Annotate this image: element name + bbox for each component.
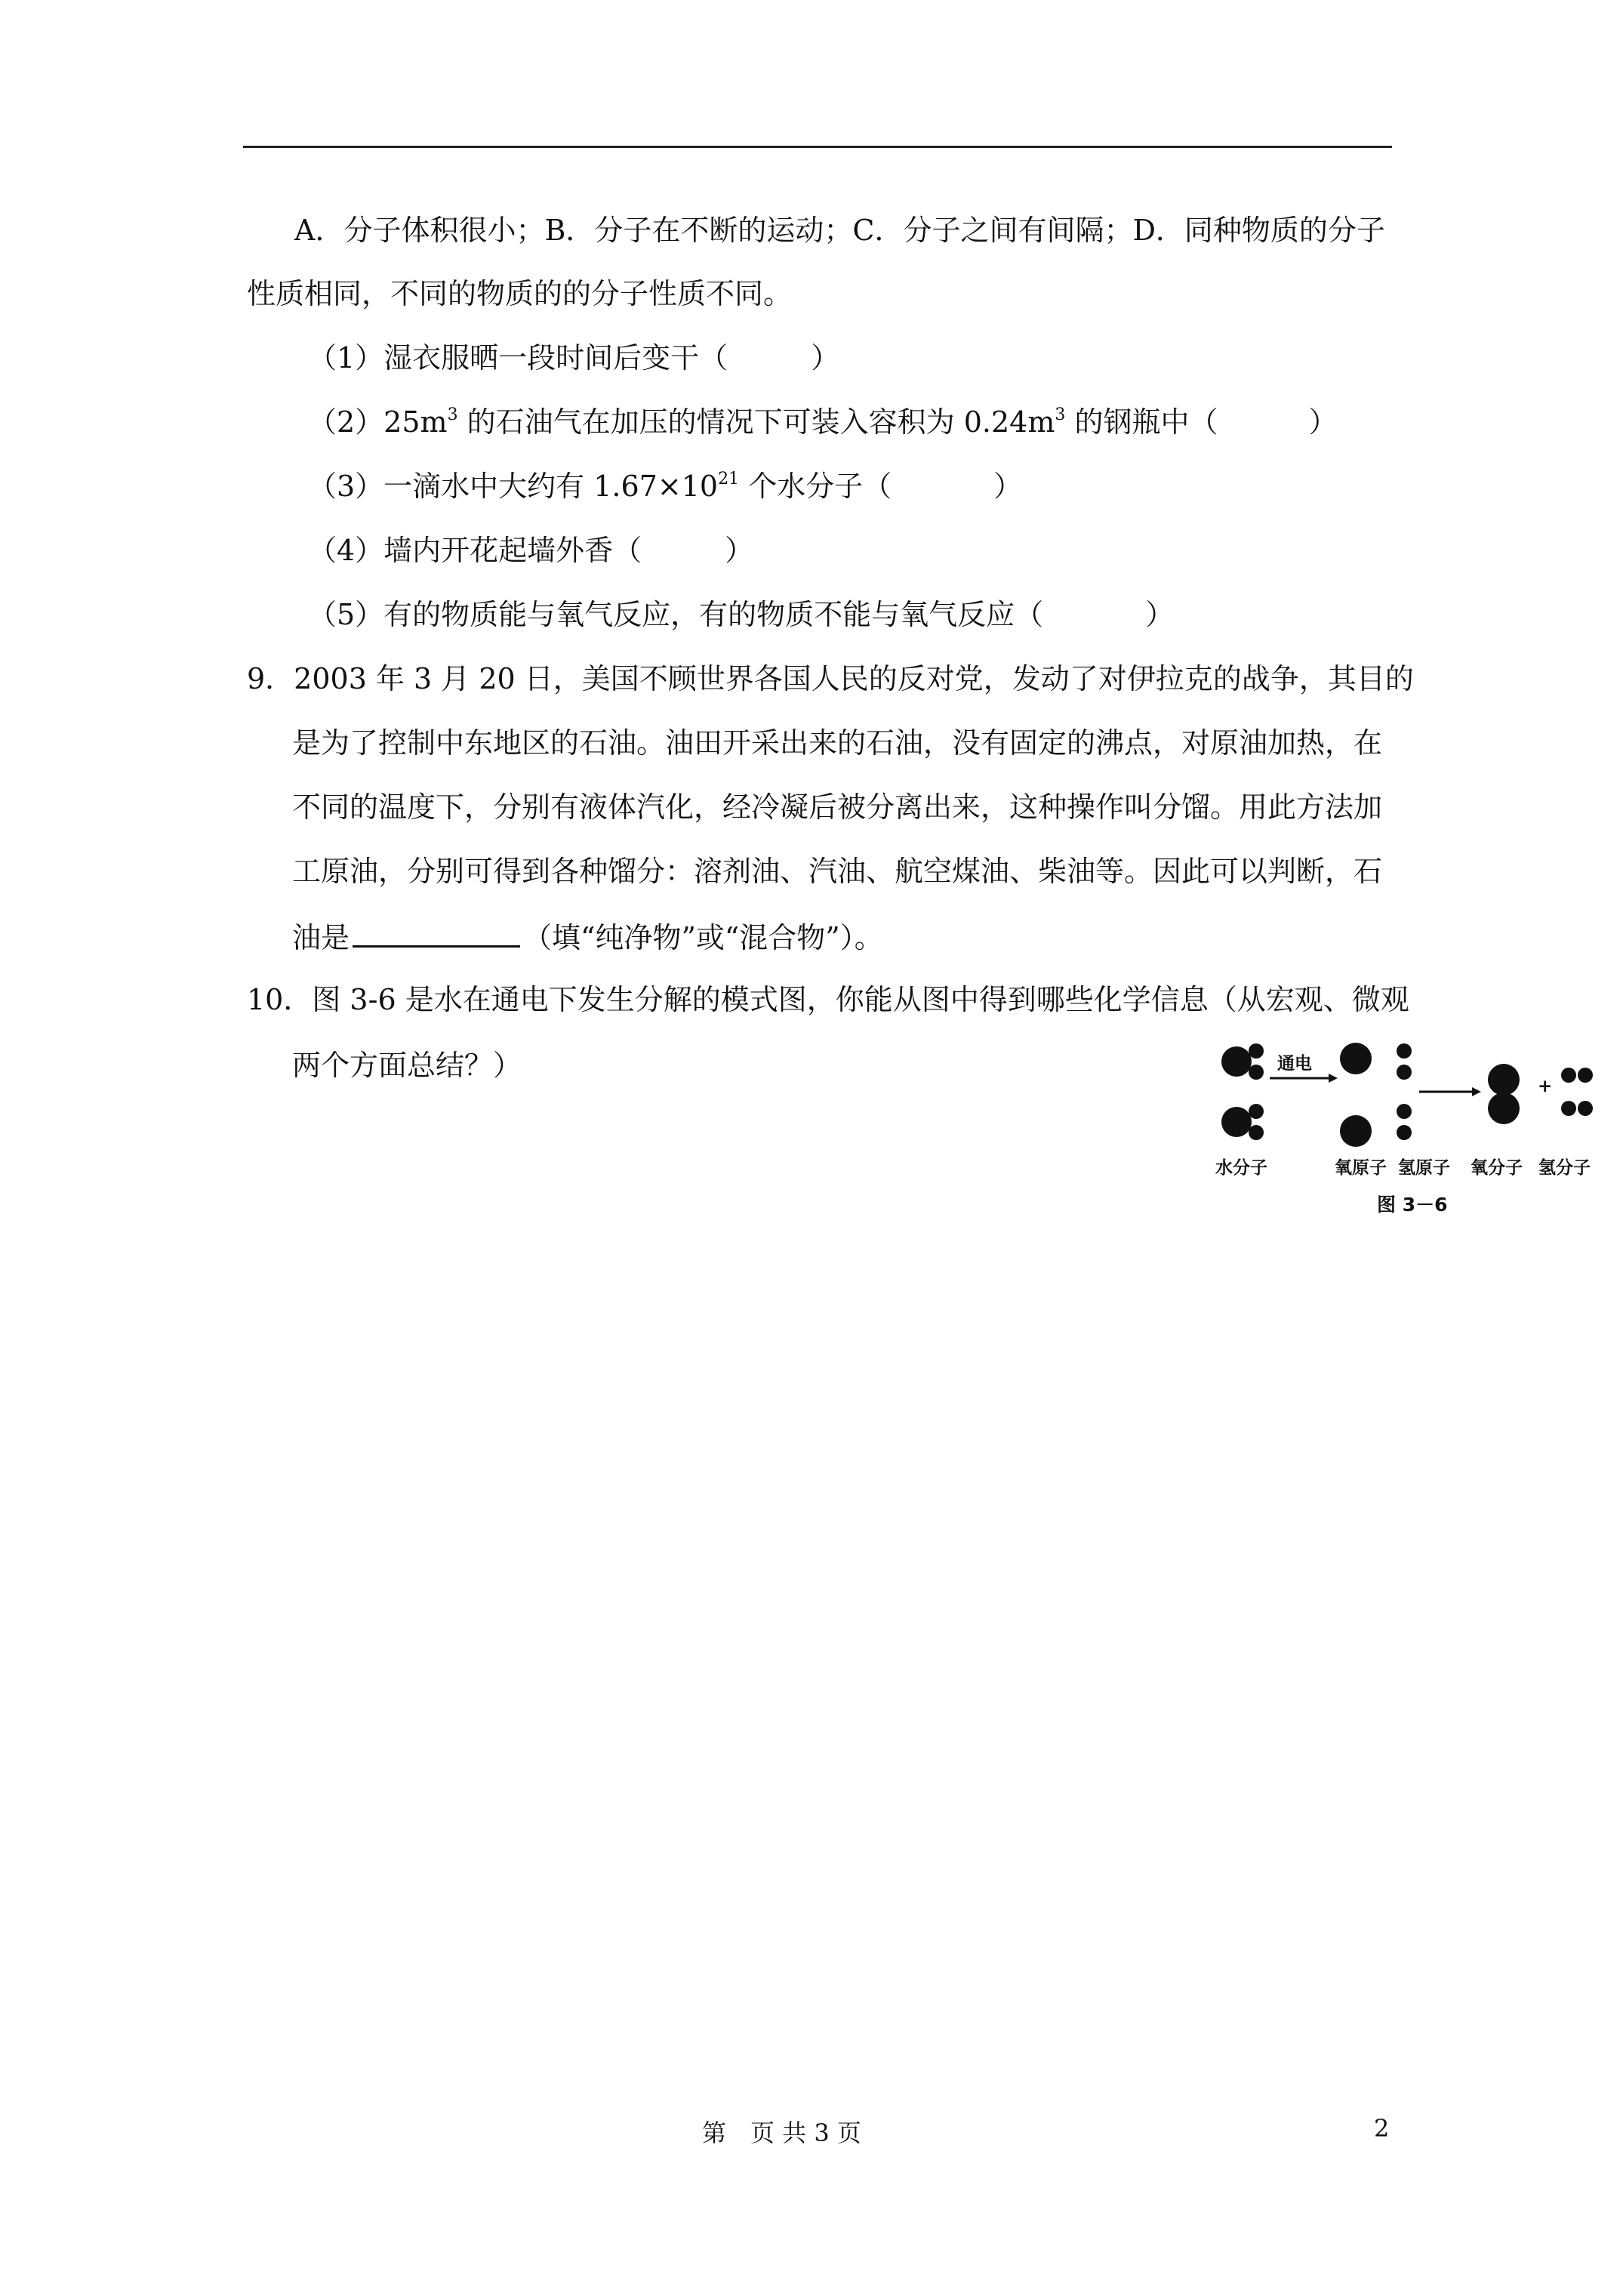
- header-rule: [243, 146, 1392, 148]
- footer-page-text: 第 页 共 3 页: [702, 2119, 861, 2147]
- item-5: [308, 600, 1174, 629]
- item-3-text: （3）一滴水中大约有 1.67×10: [308, 470, 719, 503]
- reaction-arrow: [1419, 1087, 1481, 1096]
- q9-line-5-pre: 油是: [292, 921, 350, 954]
- item-2: [308, 405, 1338, 439]
- q9-line-4: 工原油，分别可得到各种馏分：溶剂油、汽油、航空煤油、柴油等。因此可以判断，石: [292, 855, 1383, 888]
- item-2-sup-b: 3: [1055, 405, 1066, 425]
- water-molecule-top: [1221, 1043, 1264, 1080]
- item-4-text: （4）墙内开花起墙外香（: [308, 534, 642, 567]
- hydrogen-atoms: [1397, 1043, 1412, 1140]
- label-hydrogen-molecule: 氢分子: [1538, 1158, 1591, 1178]
- item-3-text-b: 个水分子（: [739, 470, 892, 503]
- electrolysis-arrow: [1270, 1074, 1338, 1083]
- q9-line-2: 是为了控制中东地区的石油。油田开采出来的石油，没有固定的沸点，对原油加热，在: [292, 726, 1383, 760]
- oxygen-molecule: [1488, 1064, 1520, 1124]
- water-molecule-bottom: [1221, 1104, 1264, 1140]
- item-2-close: ）: [1308, 405, 1338, 439]
- q9-line-5-post: （填“纯净物”或“混合物”）。: [523, 921, 883, 954]
- plus-sign: +: [1538, 1077, 1553, 1096]
- q9-line-1: 9．2003 年 3 月 20 日，美国不顾世界各国人民的反对党，发动了对伊拉克的战争，其目的: [247, 662, 1414, 695]
- hydrogen-molecules: [1561, 1068, 1593, 1116]
- item-2-text-b: 的石油气在加压的情况下可装入容积为 0.24m: [457, 405, 1055, 439]
- item-1-close: ）: [811, 341, 840, 374]
- item-5-text: （5）有的物质能与氧气反应，有的物质不能与氧气反应（: [308, 598, 1044, 631]
- item-2-sup-a: 3: [447, 405, 458, 425]
- options-line-2: 性质相同，不同的物质的的分子性质不同。: [247, 277, 793, 310]
- q10-line-2: 两个方面总结？）: [292, 1049, 522, 1082]
- item-1: [308, 341, 840, 374]
- item-2-text-a: （2）25m: [308, 405, 448, 439]
- electrolysis-figure: [1208, 1034, 1600, 1231]
- figure-caption: 图 3－6: [1377, 1194, 1448, 1216]
- item-3: [308, 472, 1022, 501]
- q9-line-3: 不同的温度下，分别有液体汽化，经冷凝后被分离出来，这种操作叫分馏。用此方法加: [292, 791, 1383, 824]
- item-3-close: ）: [993, 470, 1023, 503]
- item-3-sup: 21: [718, 470, 740, 489]
- answer-blank[interactable]: [353, 921, 520, 948]
- label-oxygen-atom: 氧原子: [1335, 1158, 1387, 1178]
- label-oxygen-molecule: 氧分子: [1471, 1158, 1523, 1178]
- item-4: [308, 536, 753, 565]
- item-4-close: ）: [725, 534, 754, 567]
- q10-line-1: 10．图 3-6 是水在通电下发生分解的模式图，你能从图中得到哪些化学信息（从宏观、微观: [247, 983, 1409, 1016]
- label-hydrogen-atom: 氢原子: [1398, 1158, 1450, 1178]
- footer-page-number: 2: [1374, 2114, 1390, 2143]
- item-5-close: ）: [1145, 598, 1175, 631]
- item-2-text-c: 的钢瓶中（: [1065, 405, 1218, 439]
- item-1-text: （1）湿衣服晒一段时间后变干（: [308, 341, 728, 374]
- label-water-molecule: 水分子: [1215, 1158, 1267, 1178]
- oxygen-atoms: [1340, 1043, 1372, 1147]
- options-line-1: A．分子体积很小；B．分子在不断的运动；C．分子之间有间隔；D．同种物质的分子: [294, 214, 1385, 247]
- q9-line-5: [292, 921, 883, 952]
- arrow-label: 通电: [1277, 1054, 1312, 1074]
